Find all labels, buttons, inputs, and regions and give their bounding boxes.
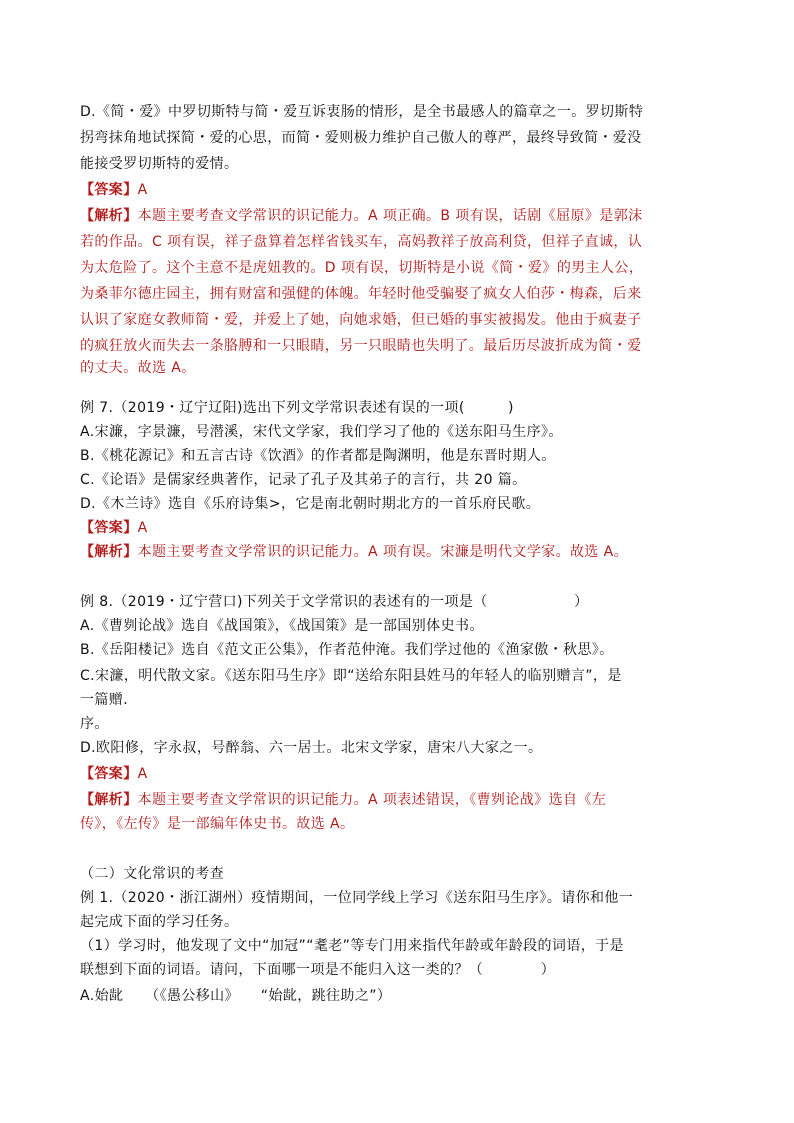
option-d-line-3: 能接受罗切斯特的爱情。 [80,156,239,172]
analysis-line-4: 为桑菲尔德庄园主，拥有财富和强健的体魄。年轻时他受骗娶了疯女人伯莎・梅森，后来 [80,286,642,302]
example-7-question: 例 7.（2019・辽宁辽阳)选出下列文学常识表述有误的一项( ) [80,400,514,416]
analysis-line-1 [80,204,724,228]
analysis-line-2: 若的作品。C 项有误，祥子盘算着怎样省钱买车，高妈教祥子放高利贷，但祥子直诚，认 [80,234,643,250]
analysis-tag: 【解析】 [80,544,138,560]
example-8-option-c-line-2: 一篇赠. [80,692,129,708]
analysis-line-5: 认识了家庭女教师简・爱，并爱上了她，向她求婚，但已婚的事实被揭发。他由于疯妻子 [80,312,642,328]
answer-tag: 【答案】 [80,766,138,782]
answer-value: A [137,520,148,536]
section-heading: （二）文化常识的考查 [80,866,224,882]
example-7-option-a: A.宋濂，字景濂，号潜溪，宋代文学家，我们学习了他的《送东阳马生序》。 [80,424,563,440]
example-7-option-b: B.《桃花源记》和五言古诗《饮酒》的作者都是陶渊明，他是东晋时期人。 [80,448,556,464]
subquestion-line-1: （1）学习时，他发现了文中“加冠”“耄老”等专门用来指代年龄或年龄段的词语，于是 [80,938,624,954]
example-8-option-d: D.欧阳修，字永叔，号醉翁、六一居士。北宋文学家，唐宋八大家之一。 [80,740,543,756]
analysis-tag: 【解析】 [80,208,138,224]
example-8-answer [80,762,724,786]
subquestion-line-2: 联想到下面的词语。请问，下面哪一项是不能归入这一类的？（ ） [80,962,556,978]
example-7-answer [80,516,724,540]
subquestion-option-a: A.始龀 （《愚公移山》 “始龀，跳往助之”） [80,988,392,1004]
example-8-option-b: B.《岳阳楼记》选自《范文正公集》，作者范仲淹。我们学过他的《渔家傲・秋思》。 [80,642,614,658]
analysis-line-6: 的疯狂放火而失去一条胳膊和一只眼睛，另一只眼睛也失明了。最后历尽波折成为简・爱 [80,338,642,354]
section-question-line-2: 起完成下面的学习任务。 [80,914,239,930]
analysis-text: 本题主要考查文学常识的识记能力。A 项正确。B 项有误，话剧《屈原》是郭沫 [137,208,643,224]
example-8-option-a: A.《曹刿论战》选自《战国策》，《战国策》是一部国别体史书。 [80,618,484,634]
answer-tag: 【答案】 [80,182,138,198]
analysis-tag: 【解析】 [80,792,138,808]
analysis-text: 本题主要考查文学常识的识记能力。A 项表述错误，《曹刿论战》选自《左 [137,792,607,808]
option-d-line-1: D.《简・爱》中罗切斯特与简・爱互诉衷肠的情形，是全书最感人的篇章之一。罗切斯特 [80,104,644,120]
answer-value: A [137,766,148,782]
answer-value: A [137,182,148,198]
analysis-text: 本题主要考查文学常识的识记能力。A 项有误。宋濂是明代文学家。故选 A。 [137,544,629,560]
example-7-analysis [80,540,724,564]
example-8-option-c-line-1: C.宋濂，明代散文家。《送东阳马生序》即“送给东阳县姓马的年轻人的临别赠言”，是 [80,668,622,684]
analysis-line-7: 的丈夫。故选 A。 [80,360,196,376]
analysis-line-3: 为太危险了。这个主意不是虎妞教的。D 项有误，切斯特是小说《简・爱》的男主人公， [80,260,644,276]
example-8-option-c-line-3: 序。 [80,716,109,732]
example-8-analysis-line-2: 传》，《左传》是一部编年体史书。故选 A。 [80,816,355,832]
answer-line [80,178,724,202]
example-8-analysis-line-1 [80,788,724,812]
example-8-question: 例 8.（2019・辽宁营口)下列关于文学常识的表述有的一项是（ ） [80,594,589,610]
answer-tag: 【答案】 [80,520,138,536]
option-d-line-2: 拐弯抹角地试探简・爱的心思，而简・爱则极力维护自己傲人的尊严，最终导致简・爱没 [80,130,642,146]
example-7-option-c: C.《论语》是儒家经典著作，记录了孔子及其弟子的言行，共 20 篇。 [80,472,527,488]
example-7-option-d: D.《木兰诗》选自《乐府诗集>，它是南北朝时期北方的一首乐府民歌。 [80,496,541,512]
section-question-line-1: 例 1.（2020・浙江湖州）疫情期间，一位同学线上学习《送东阳马生序》。请你和他一 [80,890,634,906]
